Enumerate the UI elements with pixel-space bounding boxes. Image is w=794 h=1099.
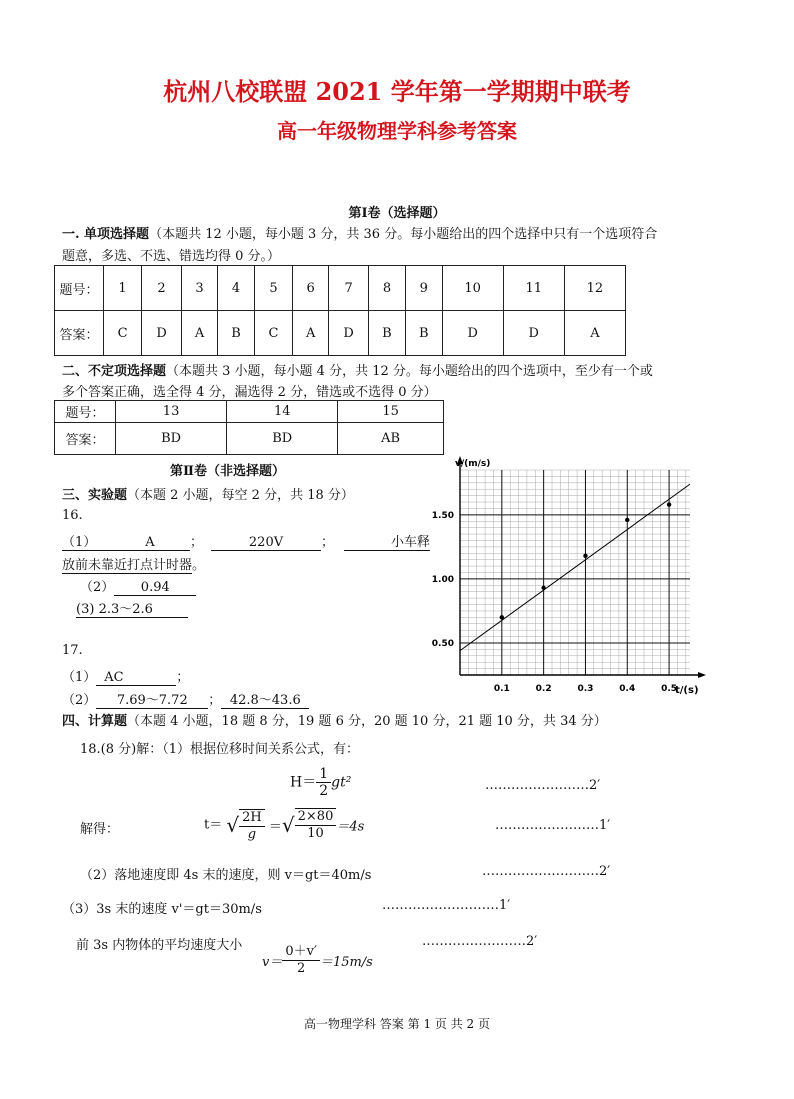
document-subtitle: 高一年级物理学科参考答案 <box>277 119 517 143</box>
q16-p3 <box>76 598 188 618</box>
sec1-heading: 一. 单项选择题 <box>62 227 150 242</box>
chart-y-label: v/(m/s) <box>455 459 491 469</box>
sec2-desc: （本题共 3 小题，每小题 4 分，共 12 分。每小题给出的四个选项中，至少有一个或 <box>166 364 653 379</box>
sec2-answer-row <box>55 423 444 455</box>
chart-y-tick-labels <box>432 511 454 649</box>
sec2-ans-label: 答案： <box>55 423 116 455</box>
sec1-number-row <box>55 266 626 311</box>
q-answer: B <box>218 311 255 356</box>
q-answer: D <box>503 311 564 356</box>
q-num: 3 <box>181 266 217 311</box>
q16-p1-label: （1） <box>62 531 110 551</box>
solve-label: 解得： <box>80 822 120 837</box>
q18-part2: （2）落地速度即 4s 末的速度，则 v＝gt＝40m/s <box>80 868 372 883</box>
y-tick-label: 1.50 <box>431 510 454 521</box>
q-answer: C <box>254 311 292 356</box>
document-title: 杭州八校联盟 2021 学年第一学期期中联考 <box>163 77 631 106</box>
q-answer: BD <box>227 423 338 455</box>
q-num: 10 <box>442 266 503 311</box>
q-num: 9 <box>405 266 442 311</box>
separator: ； <box>321 535 335 550</box>
q-num: 2 <box>142 266 182 311</box>
x-tick-label: 0.2 <box>535 684 552 694</box>
q17-number: 17. <box>62 643 83 658</box>
sec1-desc-line1 <box>62 223 657 242</box>
sec2-number-row <box>55 401 444 423</box>
eq2-result: ＝4s <box>336 819 365 835</box>
sec2-desc-line1 <box>62 360 653 379</box>
sec4-line <box>62 710 607 729</box>
score-5: 2′ <box>526 934 538 949</box>
q-answer: D <box>442 311 503 356</box>
sec4-desc: （本题 4 小题，18 题 8 分，19 题 6 分，20 题 10 分，21 题 10 分，共 34 分） <box>127 714 607 729</box>
sec3-heading: 三、实验题 <box>62 488 128 503</box>
equation-3 <box>262 944 373 977</box>
sec3-line <box>62 484 354 503</box>
q17-p2-answer-a: 7.69～7.72 <box>96 689 208 709</box>
q-answer: D <box>142 311 182 356</box>
q-num: 15 <box>338 401 444 423</box>
chart-minor-grid <box>460 470 690 675</box>
equals-sign: ＝ <box>268 819 282 835</box>
eq1-denominator: 2 <box>319 783 329 799</box>
q17-part1 <box>62 666 189 686</box>
sec4-heading: 四、计算题 <box>62 714 128 729</box>
q17-p2-label: （2） <box>62 693 97 708</box>
score-3: 2′ <box>599 864 611 879</box>
separator: ； <box>208 693 222 708</box>
sqrt-symbol-1: √ <box>226 813 240 837</box>
sec2-answer-table <box>54 400 444 455</box>
y-tick-label: 0.50 <box>431 638 454 649</box>
q-num: 1 <box>104 266 142 311</box>
q-num: 8 <box>369 266 406 311</box>
q16-p1-answer-b: 220V <box>211 535 321 551</box>
x-tick-label: 0.4 <box>619 684 636 694</box>
period: 。 <box>192 558 206 573</box>
eq3-fraction <box>282 944 320 977</box>
eq1-rhs: gt² <box>331 774 352 791</box>
q17-part2 <box>62 689 309 709</box>
q16-part3 <box>76 598 188 618</box>
sec3-desc: （本题 2 小题，每空 2 分，共 18 分） <box>127 488 354 503</box>
eq3-denominator: 2 <box>297 961 306 976</box>
eq1-numerator: 1 <box>316 766 331 783</box>
sec1-desc-line2: 题意，多选、不选、错选均得 0 分。） <box>62 249 281 264</box>
x-tick-label: 0.5 <box>661 684 678 694</box>
q16-p2-label: （2） <box>80 580 115 595</box>
sec1-ans-label: 答案： <box>55 311 104 356</box>
q17-p1-label: （1） <box>62 670 97 685</box>
q-answer: D <box>329 311 369 356</box>
q16-part1 <box>62 531 430 551</box>
data-point <box>541 586 545 590</box>
sec1-answer-table <box>54 265 626 356</box>
q16-p1-answer-a: A <box>110 535 190 551</box>
q-num: 7 <box>329 266 369 311</box>
q16-p3-label: (3) <box>76 602 95 617</box>
q-num: 4 <box>218 266 255 311</box>
q-answer: A <box>564 311 625 356</box>
q17-p1-answer: AC <box>96 670 176 686</box>
eq2-lhs: t＝ <box>204 817 223 833</box>
eq2-f1-numerator: 2H <box>239 810 265 827</box>
data-point <box>625 518 629 522</box>
q-answer: AB <box>338 423 444 455</box>
eq1-lhs: H＝ <box>290 774 317 791</box>
separator: ； <box>176 670 190 685</box>
q17-p2-answer-b: 42.8～43.6 <box>221 689 309 709</box>
q16-p2-answer: 0.94 <box>114 580 196 596</box>
score-4: 1′ <box>499 898 511 913</box>
sec2-heading: 二、不定项选择题 <box>62 364 167 379</box>
q-num: 5 <box>254 266 292 311</box>
q-answer: A <box>293 311 329 356</box>
q-answer: C <box>104 311 142 356</box>
sqrt-symbol-2: √ <box>281 813 295 837</box>
x-axis-arrow <box>698 672 706 678</box>
q16-p3-answer: 2.3～2.6 <box>98 602 153 617</box>
q-answer: A <box>181 311 217 356</box>
q-num: 13 <box>116 401 227 423</box>
part2-title: 第Ⅱ卷（非选择题） <box>170 464 285 479</box>
score-marker-5: ……………………2′ <box>422 934 538 949</box>
sec1-desc: （本题共 12 小题，每小题 3 分，共 36 分。每小题给出的四个选择中只有一个选项符合 <box>149 227 658 242</box>
sec1-num-label: 题号： <box>55 266 104 311</box>
equation-2 <box>204 808 364 842</box>
score-marker-1: ……………………2′ <box>485 778 601 793</box>
score-marker-2: ……………………1′ <box>495 818 611 833</box>
score-marker-4: ………………………1′ <box>382 898 511 913</box>
x-tick-label: 0.3 <box>577 684 594 694</box>
eq1-fraction <box>316 766 331 799</box>
eq2-fraction-1 <box>239 809 265 842</box>
eq2-f2-denominator: 10 <box>307 826 324 841</box>
score-marker-3: ………………………2′ <box>482 864 611 879</box>
part1-title: 第Ⅰ卷（选择题） <box>348 206 446 221</box>
q-answer: BD <box>116 423 227 455</box>
chart-fit-line <box>460 484 690 651</box>
sec2-num-label: 题号： <box>55 401 116 423</box>
eq3-numerator: 0＋v′ <box>282 944 320 961</box>
q-answer: B <box>405 311 442 356</box>
q18-average-text: 前 3s 内物体的平均速度大小 <box>76 938 243 953</box>
q16-p1-answer-c2: 放前未靠近打点计时器 <box>62 554 192 574</box>
q18-part3: （3）3s 末的速度 v'＝gt＝30m/s <box>62 902 262 917</box>
sec1-answer-row <box>55 311 626 356</box>
q-num: 14 <box>227 401 338 423</box>
eq3-result: ＝15m/s <box>319 955 373 970</box>
data-point <box>500 615 504 619</box>
data-point <box>667 502 671 506</box>
q16-p1-answer-c1: 小车释 <box>344 531 430 551</box>
q-answer: B <box>369 311 406 356</box>
eq2-fraction-2 <box>295 808 337 842</box>
separator: ； <box>190 535 204 550</box>
eq2-f1-denominator: g <box>247 826 257 842</box>
score-2: 1′ <box>599 818 611 833</box>
q16-part1-cont <box>62 554 205 574</box>
q18-intro: 18.(8 分)解：（1）根据位移时间关系公式，有： <box>80 742 359 757</box>
sec2-desc-line2: 多个答案正确，选全得 4 分，漏选得 2 分，错选或不选得 0 分） <box>62 385 437 400</box>
page-footer: 高一物理学科 答案 第 1 页 共 2 页 <box>304 1017 490 1031</box>
equation-1 <box>290 766 351 799</box>
q-num: 11 <box>503 266 564 311</box>
x-tick-label: 0.1 <box>493 684 510 694</box>
y-tick-label: 1.00 <box>431 574 454 585</box>
data-point <box>583 554 587 558</box>
q16-number: 16. <box>62 508 83 523</box>
chart-x-label: t/(s) <box>675 685 699 696</box>
q-num: 12 <box>564 266 625 311</box>
eq2-f2-numerator: 2×80 <box>295 809 337 826</box>
eq3-lhs: v＝ <box>262 955 283 970</box>
velocity-time-chart <box>425 455 715 700</box>
chart-x-tick-labels <box>494 684 677 694</box>
q-num: 6 <box>293 266 329 311</box>
q16-part2 <box>80 576 196 596</box>
score-1: 2′ <box>589 778 601 793</box>
